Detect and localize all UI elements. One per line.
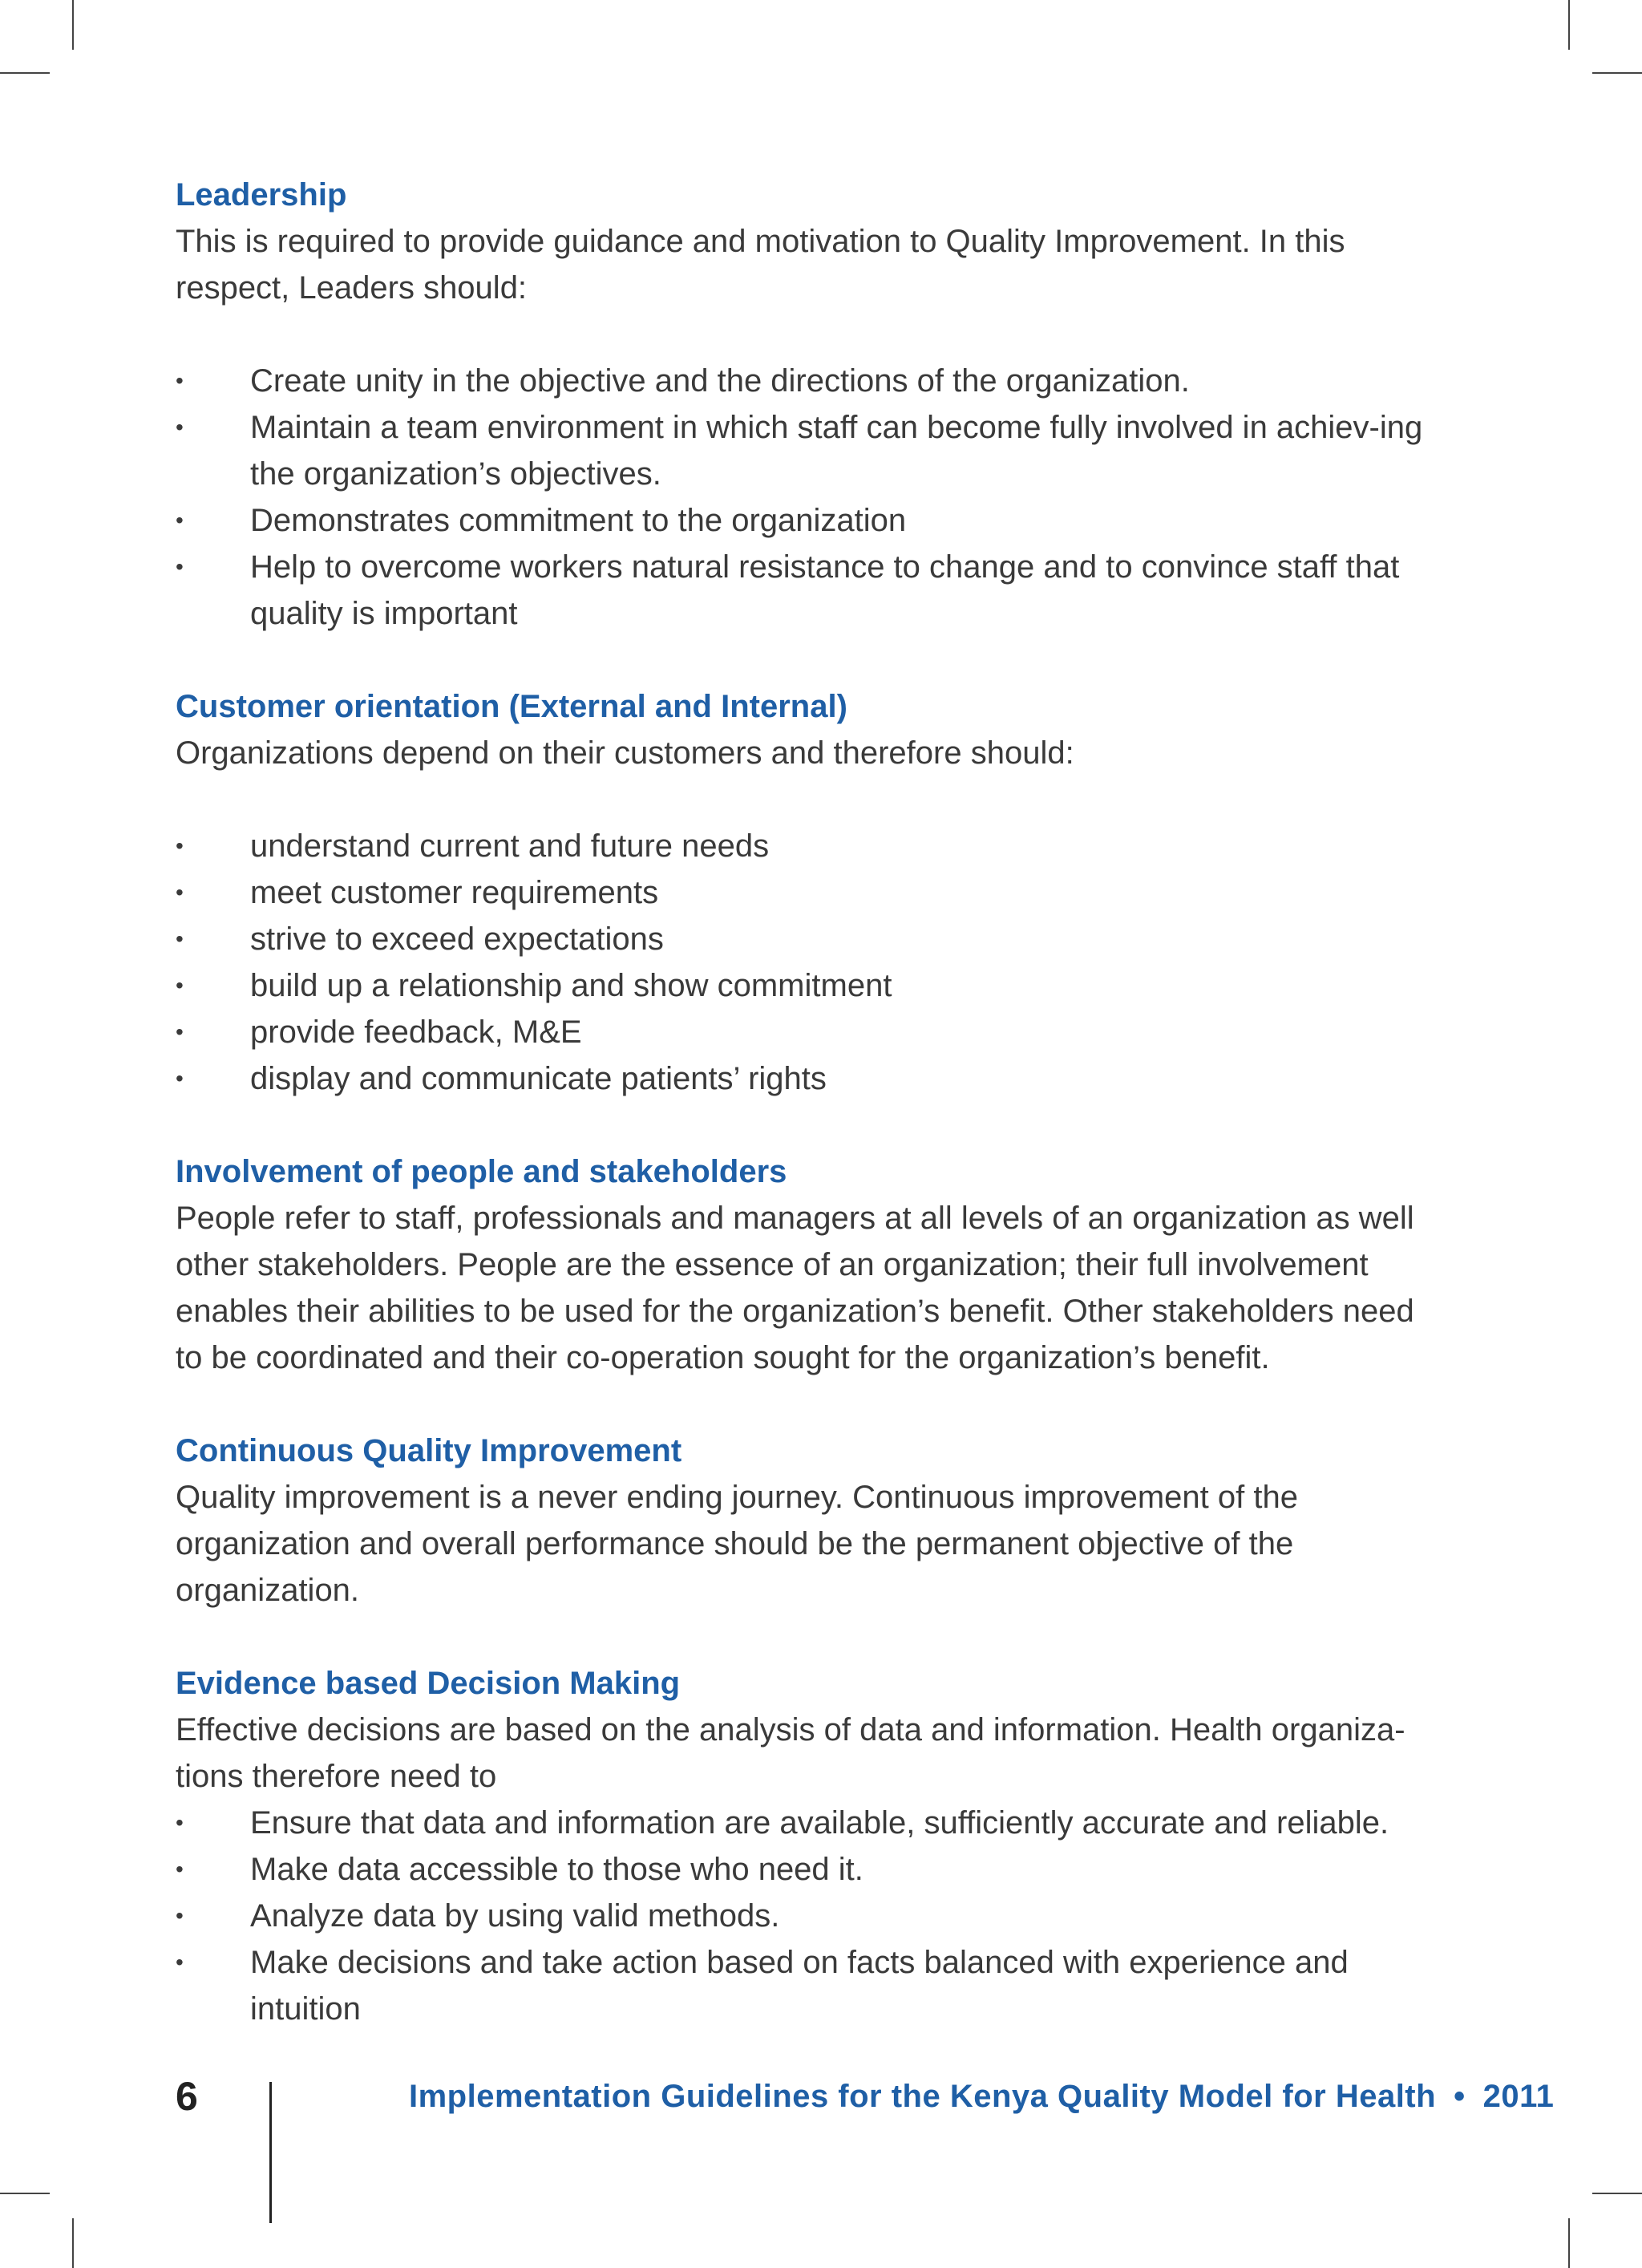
- section-evidence-based-decision-making: [176, 1660, 1426, 2032]
- list-item: • provide feedback, M&E: [176, 1009, 1426, 1055]
- list-item: • understand current and future needs: [176, 823, 1426, 869]
- bullet-glyph: •: [176, 554, 184, 579]
- bullet-glyph: •: [176, 1903, 184, 1928]
- bullet-list: [176, 1800, 1426, 2032]
- bullet-list: [176, 358, 1426, 637]
- bullet-glyph: •: [176, 1019, 184, 1044]
- list-item: • Demonstrates commitment to the organization: [176, 497, 1426, 544]
- section-intro: Effective decisions are based on the analysis of data and information. Health organiza-tions therefore need to: [176, 1712, 1405, 1794]
- bullet-glyph: •: [176, 880, 184, 905]
- crop-mark: [0, 2193, 50, 2194]
- section-heading: Leadership: [176, 177, 347, 213]
- page-number: 6: [176, 2074, 198, 2119]
- crop-mark: [0, 72, 50, 74]
- crop-mark: [1592, 2193, 1642, 2194]
- list-item: • Make decisions and take action based on facts balanced with experience and intuition: [176, 1939, 1426, 2032]
- list-item: • build up a relationship and show commitment: [176, 962, 1426, 1009]
- section-body: People refer to staff, professionals and managers at all levels of an organization as well other stakeholders. People are the essence of an organization; their full involvement enables their abilities to be used for the organization’s benefit. Other stakeholders need to be coordinated and their co-operation sought for the organization’s benefit.: [176, 1201, 1414, 1375]
- bullet-glyph: •: [176, 1857, 184, 1881]
- section-continuous-quality-improvement: [176, 1428, 1426, 1614]
- running-footer: [409, 2074, 1555, 2119]
- list-item: • Ensure that data and information are available, sufficiently accurate and reliable.: [176, 1800, 1426, 1846]
- section-customer-orientation: [176, 683, 1426, 1102]
- bullet-list: [176, 823, 1426, 1102]
- section-involvement: [176, 1148, 1426, 1381]
- bullet-glyph: •: [176, 1950, 184, 1974]
- list-item: • display and communicate patients’ rights: [176, 1055, 1426, 1102]
- bullet-glyph: •: [176, 368, 184, 393]
- bullet-glyph: •: [176, 973, 184, 998]
- section-leadership: [176, 172, 1426, 637]
- bullet-glyph: •: [176, 833, 184, 858]
- section-heading: Evidence based Decision Making: [176, 1666, 681, 1701]
- bullet-glyph: •: [176, 926, 184, 951]
- section-intro: Organizations depend on their customers and therefore should:: [176, 735, 1074, 771]
- bullet-glyph: •: [176, 1066, 184, 1091]
- footer-year: 2011: [1482, 2079, 1555, 2114]
- footer-separator: •: [1454, 2079, 1466, 2114]
- footer-title: Implementation Guidelines for the Kenya Quality Model for Health: [409, 2079, 1437, 2114]
- footer-divider: [269, 2082, 272, 2223]
- section-heading: Continuous Quality Improvement: [176, 1433, 682, 1468]
- list-item: • Analyze data by using valid methods.: [176, 1893, 1426, 1939]
- section-heading: Customer orientation (External and Internal): [176, 689, 847, 724]
- crop-mark: [1568, 2218, 1570, 2268]
- crop-mark: [72, 0, 74, 50]
- crop-mark: [1592, 72, 1642, 74]
- list-item: • Make data accessible to those who need it.: [176, 1846, 1426, 1893]
- section-intro: This is required to provide guidance and motivation to Quality Improvement. In this respect, Leaders should:: [176, 224, 1345, 306]
- section-body: Quality improvement is a never ending journey. Continuous improvement of the organization and overall performance should be the permanent objective of the organization.: [176, 1480, 1298, 1608]
- bullet-glyph: •: [176, 508, 184, 533]
- crop-mark: [72, 2218, 74, 2268]
- crop-mark: [1568, 0, 1570, 50]
- list-item: • Help to overcome workers natural resistance to change and to convince staff that quality is important: [176, 544, 1426, 637]
- bullet-glyph: •: [176, 415, 184, 439]
- list-item: • meet customer requirements: [176, 869, 1426, 916]
- list-item: • strive to exceed expectations: [176, 916, 1426, 962]
- list-item: • Create unity in the objective and the directions of the organization.: [176, 358, 1426, 404]
- bullet-glyph: •: [176, 1810, 184, 1835]
- section-heading: Involvement of people and stakeholders: [176, 1154, 787, 1189]
- page-content: [176, 172, 1426, 2079]
- list-item: • Maintain a team environment in which staff can become fully involved in achiev-ing the organization’s objectives.: [176, 404, 1426, 497]
